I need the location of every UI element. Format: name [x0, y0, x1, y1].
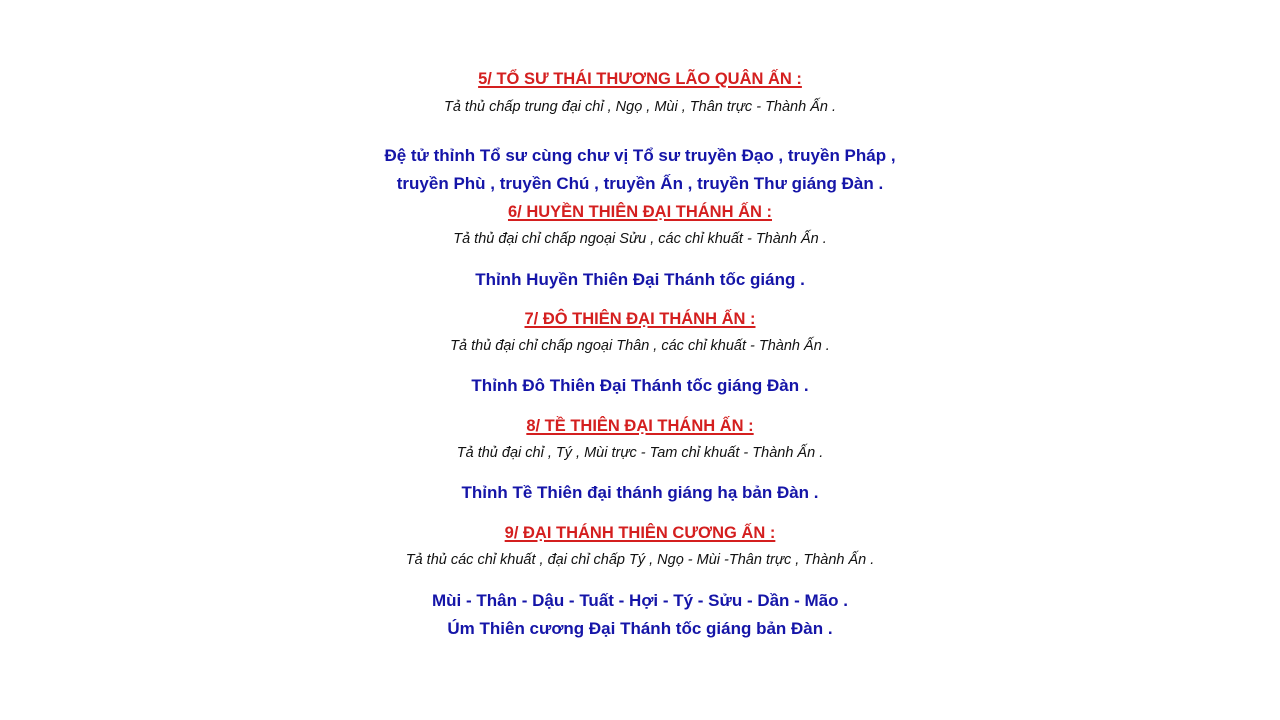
section-8-heading: 8/ TỀ THIÊN ĐẠI THÁNH ẤN : [526, 417, 754, 435]
section-5-invocation-line-1: Đệ tử thỉnh Tổ sư cùng chư vị Tổ sư truyền Đạo , truyền Pháp , [384, 146, 896, 165]
section-7-invocation-line-1: Thỉnh Đô Thiên Đại Thánh tốc giáng Đàn . [471, 376, 809, 395]
section-5-invocation-line-2: truyền Phù , truyền Chú , truyền Ấn , truyền Thư giáng Đàn . [396, 174, 884, 193]
section-9-invocation-line-2: Úm Thiên cương Đại Thánh tốc giáng bản Đàn . [447, 619, 833, 638]
section-9-invocation-line-1: Mùi - Thân - Dậu - Tuất - Hợi - Tý - Sửu - Dần - Mão . [432, 591, 848, 610]
section-6-invocation-line-1: Thỉnh Huyền Thiên Đại Thánh tốc giáng . [475, 270, 805, 289]
section-5-heading: 5/ TỔ SƯ THÁI THƯƠNG LÃO QUÂN ẤN : [478, 70, 802, 88]
section-9-instruction: Tả thủ các chỉ khuất , đại chỉ chấp Tý , Ngọ - Mùi -Thân trực , Thành Ấn . [405, 552, 875, 568]
section-6-instruction: Tả thủ đại chỉ chấp ngoại Sửu , các chỉ khuất - Thành Ấn . [453, 231, 827, 247]
section-6-heading: 6/ HUYỀN THIÊN ĐẠI THÁNH ẤN : [507, 203, 772, 221]
section-7-heading: 7/ ĐÔ THIÊN ĐẠI THÁNH ẤN : [524, 310, 756, 328]
section-8-invocation-line-1: Thỉnh Tề Thiên đại thánh giáng hạ bản Đàn . [461, 483, 819, 502]
section-7-instruction: Tả thủ đại chỉ chấp ngoại Thân , các chỉ khuất - Thành Ấn . [450, 338, 830, 354]
section-5-instruction: Tả thủ chấp trung đại chỉ , Ngọ , Mùi , Thân trực - Thành Ấn . [443, 99, 837, 115]
section-8-instruction: Tả thủ đại chỉ , Tý , Mùi trực - Tam chỉ khuất - Thành Ấn . [456, 445, 824, 461]
section-9-heading: 9/ ĐẠI THÁNH THIÊN CƯƠNG ẤN : [504, 524, 776, 542]
